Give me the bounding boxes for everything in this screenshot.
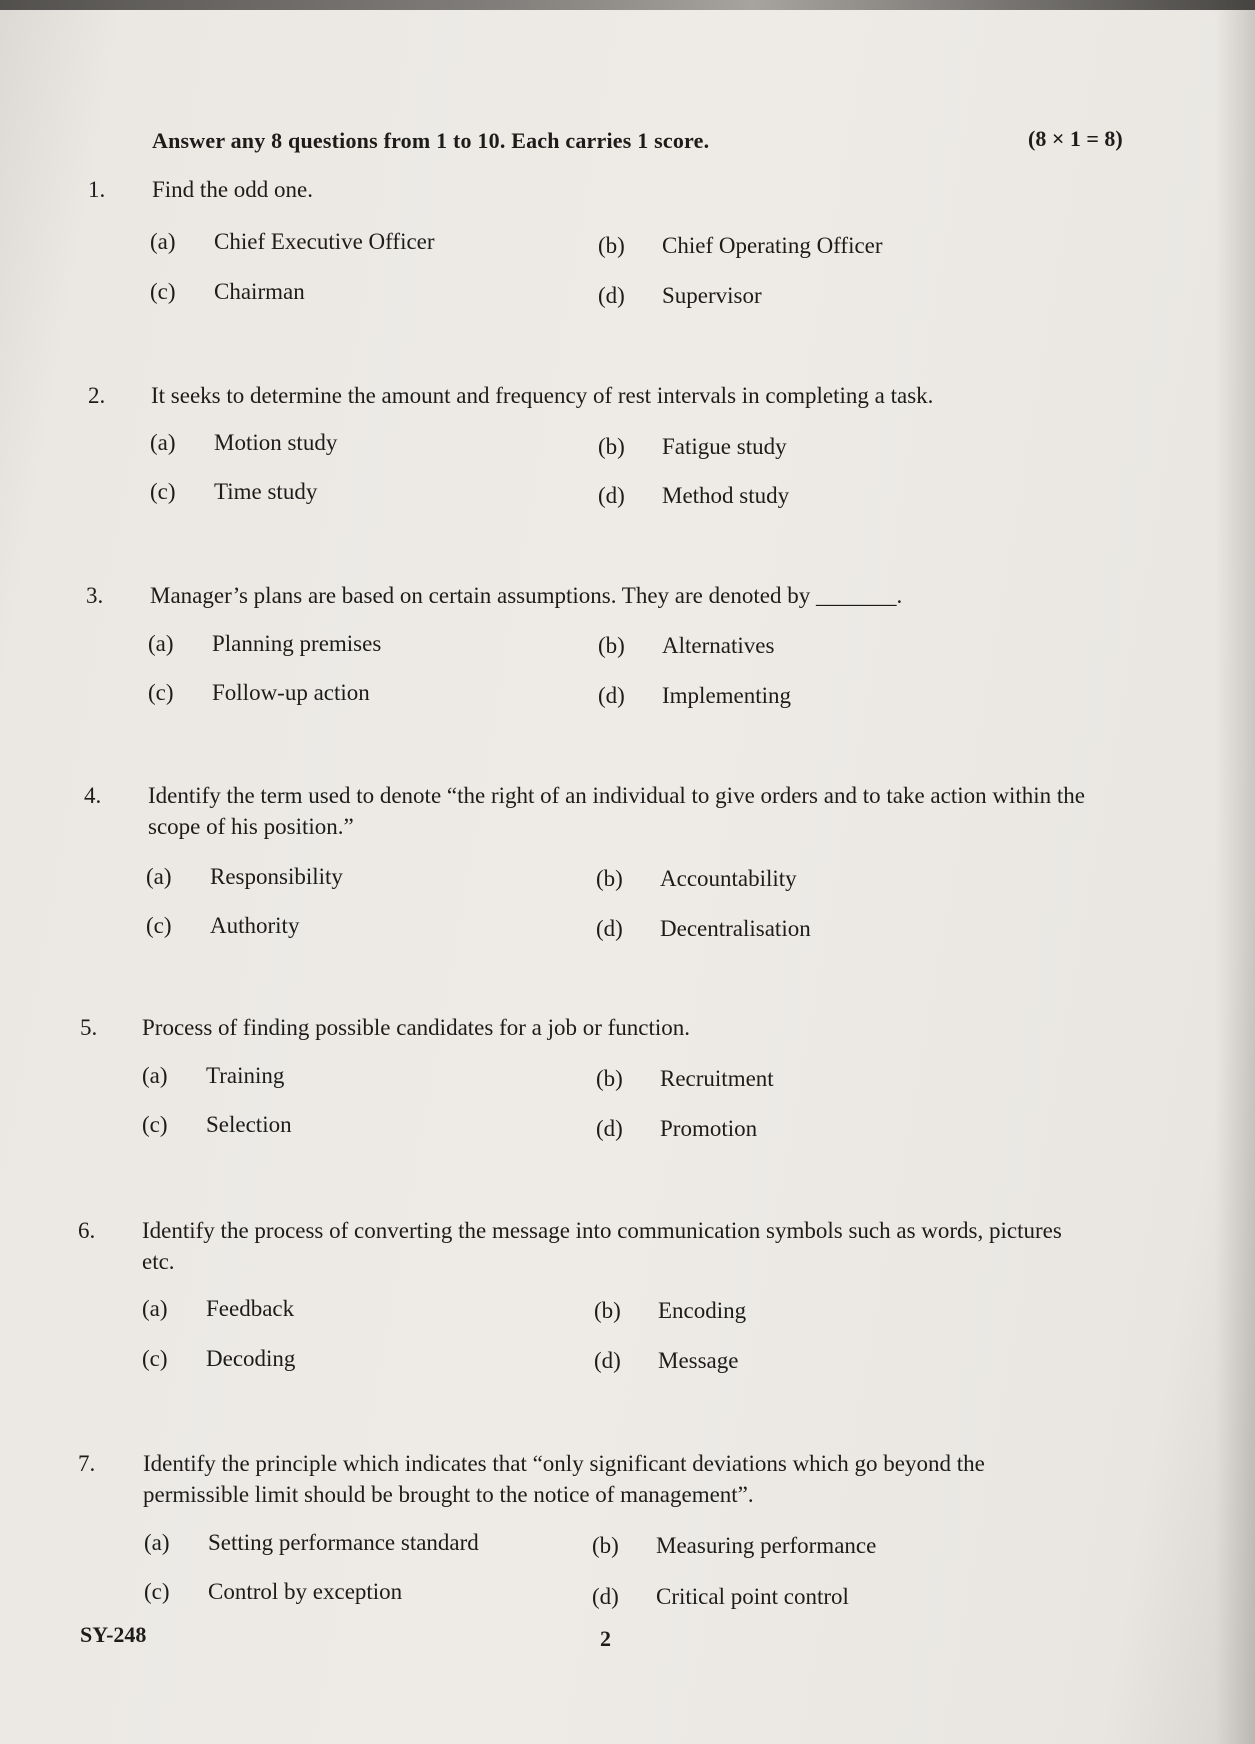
option-letter: (a) [144,1530,170,1555]
option-letter: (b) [598,434,625,459]
option-7c [144,1579,402,1605]
page-top-edge [0,0,1255,10]
option-7b [592,1533,876,1559]
option-text: Alternatives [662,633,775,658]
option-2a [150,430,337,456]
option-text: Method study [662,483,790,508]
option-text: Fatigue study [662,434,787,459]
option-text: Supervisor [662,283,762,308]
option-1d [598,283,762,309]
option-text: Control by exception [208,1579,403,1604]
page-number: 2 [600,1626,611,1651]
question-number: 4. [84,783,102,808]
option-2d [598,483,789,509]
option-letter: (d) [594,1348,621,1373]
option-text: Setting performance standard [208,1530,479,1555]
option-letter: (b) [596,1066,623,1091]
option-1a [150,229,435,255]
option-3b [598,633,774,659]
option-letter: (b) [596,866,623,891]
option-text: Measuring performance [656,1533,877,1558]
question-number: 7. [78,1451,96,1476]
option-letter: (b) [598,233,625,258]
question-number: 6. [78,1218,96,1243]
option-letter: (a) [146,864,172,889]
option-4d [596,916,811,942]
option-letter: (c) [142,1346,168,1371]
option-text: Decentralisation [660,916,811,941]
option-text: Decoding [206,1346,296,1371]
question-number: 2. [88,383,106,408]
option-letter: (a) [148,631,174,656]
option-5b [596,1066,774,1092]
option-text: Implementing [662,683,792,708]
option-1c [150,279,305,305]
question-number: 5. [80,1015,98,1040]
option-text: Chief Operating Officer [662,233,883,258]
option-letter: (c) [148,680,174,705]
option-4b [596,866,797,892]
option-text: Time study [214,479,318,504]
option-text: Encoding [658,1298,747,1323]
option-letter: (a) [150,430,176,455]
option-letter: (d) [598,283,625,308]
option-text: Authority [210,913,300,938]
page-right-shadow [1215,0,1255,1744]
question-text: It seeks to determine the amount and frequency of rest intervals in completing a task. [151,383,934,408]
option-letter: (a) [142,1063,168,1088]
option-text: Chairman [214,279,305,304]
option-letter: (b) [594,1298,621,1323]
question-number: 3. [86,583,104,608]
option-text: Feedback [206,1296,295,1321]
option-letter: (d) [598,683,625,708]
option-text: Responsibility [210,864,343,889]
option-text: Planning premises [212,631,382,656]
option-text: Motion study [214,430,338,455]
question-text: Identify the term used to denote “the right of an individual to give orders and to take action within the scope of his position.” [148,783,1085,839]
question-text: Identify the process of converting the message into communication symbols such as words, pictures etc. [142,1218,1062,1274]
option-2b [598,434,787,460]
question-number: 1. [88,177,106,202]
option-letter: (c) [146,913,172,938]
option-3c [148,680,370,706]
option-6b [594,1298,746,1324]
section-marks: (8 × 1 = 8) [1028,126,1123,151]
option-text: Critical point control [656,1584,849,1609]
option-6c [142,1346,295,1372]
option-letter: (d) [592,1584,619,1609]
option-text: Recruitment [660,1066,774,1091]
option-letter: (c) [150,279,176,304]
option-text: Accountability [660,866,797,891]
option-1b [598,233,883,259]
option-text: Promotion [660,1116,758,1141]
option-letter: (b) [598,633,625,658]
option-letter: (a) [142,1296,168,1321]
option-text: Follow-up action [212,680,370,705]
option-letter: (d) [598,483,625,508]
option-5c [142,1112,292,1138]
option-6d [594,1348,738,1374]
option-4c [146,913,299,939]
section-instruction: Answer any 8 questions from 1 to 10. Each carries 1 score. [152,128,710,153]
question-text: Process of finding possible candidates for a job or function. [142,1015,691,1040]
option-letter: (b) [592,1533,619,1558]
option-3a [148,631,381,657]
option-4a [146,864,343,890]
option-letter: (c) [142,1112,168,1137]
option-7d [592,1584,849,1610]
option-3d [598,683,791,709]
option-2c [150,479,317,505]
option-5d [596,1116,757,1142]
option-6a [142,1296,294,1322]
question-text: Manager’s plans are based on certain assumptions. They are denoted by _______. [150,583,903,608]
option-letter: (c) [150,479,176,504]
option-letter: (c) [144,1579,170,1604]
paper-code: SY-248 [80,1622,147,1647]
option-letter: (d) [596,916,623,941]
option-7a [144,1530,479,1556]
option-5a [142,1063,284,1089]
question-text: Identify the principle which indicates that “only significant deviations which go beyond the permissible limit should be brought to the notice of management”. [143,1451,985,1507]
option-text: Message [658,1348,739,1373]
question-text: Find the odd one. [152,177,313,202]
option-letter: (a) [150,229,176,254]
option-letter: (d) [596,1116,623,1141]
option-text: Training [206,1063,285,1088]
option-text: Chief Executive Officer [214,229,435,254]
option-text: Selection [206,1112,292,1137]
